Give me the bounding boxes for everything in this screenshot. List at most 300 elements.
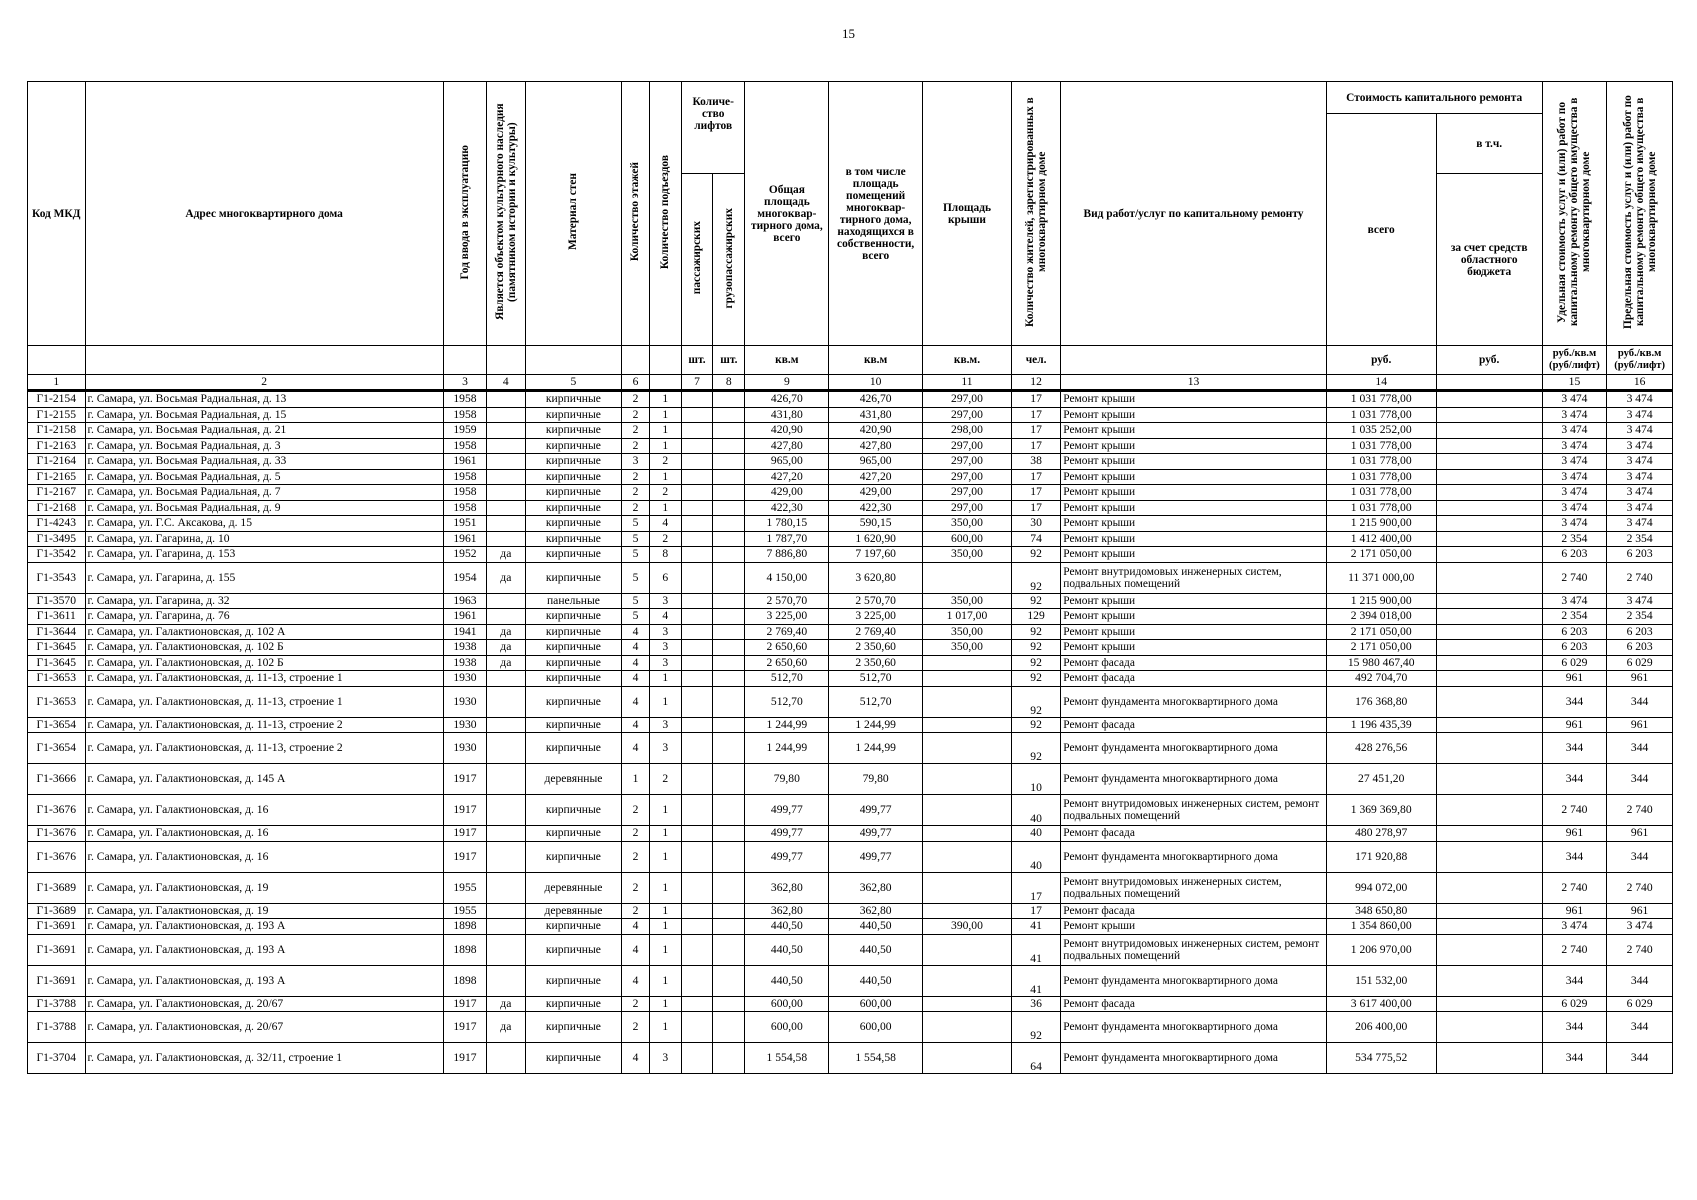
cell-entrances: 1 [649,671,681,687]
cell-unit-cost: 344 [1542,733,1607,764]
cell-max-cost: 344 [1607,764,1673,795]
cell-code: Г1-3676 [28,841,86,872]
cell-heritage: да [487,655,525,671]
cell-address: г. Самара, ул. Галактионовская, д. 193 А [85,965,443,996]
cell-address: г. Самара, ул. Восьмая Радиальная, д. 9 [85,500,443,516]
cell-max-cost: 3 474 [1607,485,1673,501]
cell-lifts-cargo [713,469,745,485]
cell-work-type: Ремонт крыши [1061,485,1326,501]
cell-entrances: 2 [649,531,681,547]
cell-lifts-passenger [681,500,712,516]
cell-max-cost: 961 [1607,717,1673,733]
cell-residents: 74 [1011,531,1060,547]
cell-address: г. Самара, ул. Галактионовская, д. 193 А [85,934,443,965]
cell-cost-regional [1436,593,1542,609]
cell-lifts-cargo [713,531,745,547]
cell-cost-total: 2 394 018,00 [1326,609,1436,625]
cell-entrances: 4 [649,609,681,625]
cell-code: Г1-3653 [28,671,86,687]
cell-roof-area: 1 017,00 [923,609,1012,625]
cell-lifts-cargo [713,826,745,842]
cell-entrances: 1 [649,996,681,1012]
cell-cost-regional [1436,733,1542,764]
cell-code: Г1-2168 [28,500,86,516]
cell-work-type: Ремонт фасада [1061,996,1326,1012]
column-number: 4 [487,375,525,391]
cell-max-cost: 6 029 [1607,655,1673,671]
cell-residents: 92 [1011,547,1060,563]
cell-floors: 2 [622,407,649,423]
cell-residents: 92 [1011,1012,1060,1043]
cell-lifts-cargo [713,391,745,408]
cell-material: кирпичные [525,826,622,842]
cell-year: 1951 [443,516,486,532]
cell-year: 1930 [443,733,486,764]
table-row [28,407,1673,423]
cell-area-total: 440,50 [745,934,829,965]
table-row [28,438,1673,454]
cell-heritage [487,686,525,717]
table-row [28,531,1673,547]
cell-entrances: 1 [649,1012,681,1043]
cell-entrances: 2 [649,764,681,795]
cell-unit-cost: 3 474 [1542,423,1607,439]
cell-area-owned: 965,00 [829,454,923,470]
cell-floors: 4 [622,671,649,687]
cell-area-total: 431,80 [745,407,829,423]
cell-max-cost: 344 [1607,1043,1673,1074]
cell-residents: 92 [1011,593,1060,609]
cell-unit-cost: 3 474 [1542,593,1607,609]
cell-floors: 5 [622,609,649,625]
cell-cost-total: 1 215 900,00 [1326,593,1436,609]
cell-address: г. Самара, ул. Восьмая Радиальная, д. 15 [85,407,443,423]
cell-area-owned: 600,00 [829,996,923,1012]
cell-residents: 41 [1011,919,1060,935]
cell-floors: 4 [622,919,649,935]
cell-roof-area [923,872,1012,903]
cell-work-type: Ремонт крыши [1061,531,1326,547]
column-number: 16 [1607,375,1673,391]
table-row [28,391,1673,408]
header-cost-regional: за счет средств областного бюджета [1436,174,1542,346]
cell-cost-regional [1436,391,1542,408]
header-area-total: Общая площадь многоквар-тирного дома, всего [745,82,829,346]
cell-address: г. Самара, ул. Восьмая Радиальная, д. 21 [85,423,443,439]
cell-area-total: 1 554,58 [745,1043,829,1074]
cell-lifts-cargo [713,438,745,454]
cell-heritage [487,841,525,872]
cell-area-total: 1 244,99 [745,733,829,764]
cell-lifts-passenger [681,872,712,903]
cell-heritage: да [487,1012,525,1043]
cell-material: кирпичные [525,624,622,640]
cell-work-type: Ремонт внутридомовых инженерных систем, подвальных помещений [1061,872,1326,903]
cell-address: г. Самара, ул. Галактионовская, д. 11-13, строение 1 [85,671,443,687]
cell-area-owned: 427,80 [829,438,923,454]
cell-material: деревянные [525,764,622,795]
cell-lifts-cargo [713,686,745,717]
cell-code: Г1-3666 [28,764,86,795]
cell-lifts-passenger [681,609,712,625]
cell-year: 1917 [443,764,486,795]
cell-lifts-passenger [681,516,712,532]
table-row [28,593,1673,609]
header-address: Адрес многоквартирного дома [85,82,443,346]
cell-unit-cost: 6 029 [1542,655,1607,671]
cell-roof-area [923,717,1012,733]
header-area-owned: в том числе площадь помещений многоквар-тирного дома, находящихся в собственности, всего [829,82,923,346]
cell-work-type: Ремонт фасада [1061,903,1326,919]
cell-material: деревянные [525,903,622,919]
cell-unit-cost: 3 474 [1542,469,1607,485]
cell-material: панельные [525,593,622,609]
cell-work-type: Ремонт фундамента многоквартирного дома [1061,733,1326,764]
cell-cost-regional [1436,407,1542,423]
cell-unit-cost: 3 474 [1542,919,1607,935]
cell-entrances: 3 [649,655,681,671]
cell-cost-regional [1436,609,1542,625]
cell-residents: 17 [1011,407,1060,423]
cell-lifts-cargo [713,593,745,609]
cell-heritage: да [487,996,525,1012]
cell-heritage [487,438,525,454]
cell-max-cost: 3 474 [1607,438,1673,454]
cell-material: кирпичные [525,423,622,439]
cell-residents: 17 [1011,469,1060,485]
cell-roof-area [923,562,1012,593]
cell-heritage [487,454,525,470]
cell-material: кирпичные [525,469,622,485]
cell-code: Г1-3542 [28,547,86,563]
cell-heritage [487,391,525,408]
cell-year: 1938 [443,640,486,656]
cell-entrances: 4 [649,516,681,532]
column-number: 5 [525,375,622,391]
cell-cost-total: 206 400,00 [1326,1012,1436,1043]
cell-residents: 10 [1011,764,1060,795]
cell-unit-cost: 3 474 [1542,500,1607,516]
cell-area-owned: 440,50 [829,934,923,965]
cell-lifts-passenger [681,469,712,485]
cell-address: г. Самара, ул. Восьмая Радиальная, д. 5 [85,469,443,485]
cell-lifts-cargo [713,454,745,470]
cell-work-type: Ремонт крыши [1061,624,1326,640]
cell-material: кирпичные [525,996,622,1012]
cell-work-type: Ремонт крыши [1061,593,1326,609]
cell-unit-cost: 961 [1542,671,1607,687]
table-row [28,640,1673,656]
cell-floors: 5 [622,593,649,609]
cell-year: 1958 [443,391,486,408]
cell-cost-total: 11 371 000,00 [1326,562,1436,593]
cell-heritage [487,423,525,439]
cell-year: 1955 [443,872,486,903]
cell-roof-area: 297,00 [923,407,1012,423]
cell-cost-regional [1436,1043,1542,1074]
cell-year: 1917 [443,795,486,826]
cell-floors: 4 [622,934,649,965]
cell-year: 1898 [443,934,486,965]
header-roof: Площадь крыши [923,82,1012,346]
cell-area-total: 499,77 [745,841,829,872]
cell-cost-total: 428 276,56 [1326,733,1436,764]
cell-max-cost: 344 [1607,686,1673,717]
cell-lifts-cargo [713,965,745,996]
cell-lifts-passenger [681,1043,712,1074]
cell-material: кирпичные [525,500,622,516]
cell-floors: 4 [622,624,649,640]
cell-area-owned: 1 244,99 [829,717,923,733]
cell-address: г. Самара, ул. Г.С. Аксакова, д. 15 [85,516,443,532]
cell-heritage [487,500,525,516]
cell-roof-area: 298,00 [923,423,1012,439]
cell-roof-area: 350,00 [923,593,1012,609]
cell-material: кирпичные [525,547,622,563]
cell-cost-total: 994 072,00 [1326,872,1436,903]
cell-floors: 2 [622,391,649,408]
cell-address: г. Самара, ул. Галактионовская, д. 19 [85,903,443,919]
cell-entrances: 2 [649,485,681,501]
cell-lifts-passenger [681,919,712,935]
cell-residents: 40 [1011,841,1060,872]
cell-area-owned: 499,77 [829,826,923,842]
cell-area-owned: 3 620,80 [829,562,923,593]
cell-area-owned: 79,80 [829,764,923,795]
cell-work-type: Ремонт фундамента многоквартирного дома [1061,1043,1326,1074]
cell-entrances: 6 [649,562,681,593]
cell-area-total: 600,00 [745,1012,829,1043]
cell-heritage [487,872,525,903]
cell-area-total: 1 780,15 [745,516,829,532]
cell-area-total: 512,70 [745,686,829,717]
cell-area-owned: 1 244,99 [829,733,923,764]
cell-max-cost: 3 474 [1607,454,1673,470]
cell-max-cost: 344 [1607,733,1673,764]
cell-residents: 17 [1011,903,1060,919]
cell-address: г. Самара, ул. Гагарина, д. 76 [85,609,443,625]
column-number: 11 [923,375,1012,391]
cell-lifts-cargo [713,717,745,733]
column-number: 8 [713,375,745,391]
cell-cost-regional [1436,562,1542,593]
cell-material: кирпичные [525,686,622,717]
cell-unit-cost: 2 740 [1542,795,1607,826]
cell-unit-cost: 2 354 [1542,531,1607,547]
cell-code: Г1-3570 [28,593,86,609]
cell-roof-area [923,996,1012,1012]
cell-work-type: Ремонт фундамента многоквартирного дома [1061,841,1326,872]
cell-code: Г1-2164 [28,454,86,470]
cell-cost-total: 2 171 050,00 [1326,547,1436,563]
column-numbers-row [28,375,1673,391]
cell-residents: 17 [1011,438,1060,454]
cell-code: Г1-2165 [28,469,86,485]
cell-lifts-cargo [713,841,745,872]
cell-heritage: да [487,640,525,656]
header-entrances: Количество подъездов [649,82,681,346]
cell-area-total: 600,00 [745,996,829,1012]
cell-code: Г1-2155 [28,407,86,423]
cell-address: г. Самара, ул. Гагарина, д. 155 [85,562,443,593]
cell-roof-area [923,671,1012,687]
cell-area-owned: 1 620,90 [829,531,923,547]
table-row [28,609,1673,625]
cell-roof-area: 350,00 [923,516,1012,532]
cell-max-cost: 3 474 [1607,391,1673,408]
cell-address: г. Самара, ул. Галактионовская, д. 16 [85,795,443,826]
table-row [28,671,1673,687]
cell-floors: 2 [622,841,649,872]
cell-heritage [487,407,525,423]
cell-work-type: Ремонт крыши [1061,454,1326,470]
cell-cost-regional [1436,919,1542,935]
cell-code: Г1-3653 [28,686,86,717]
cell-cost-regional [1436,996,1542,1012]
cell-material: кирпичные [525,391,622,408]
cell-residents: 92 [1011,655,1060,671]
cell-residents: 30 [1011,516,1060,532]
cell-roof-area: 350,00 [923,547,1012,563]
column-number: 3 [443,375,486,391]
cell-code: Г1-3689 [28,872,86,903]
cell-lifts-cargo [713,1012,745,1043]
cell-unit-cost: 344 [1542,686,1607,717]
cell-year: 1941 [443,624,486,640]
cell-floors: 4 [622,965,649,996]
cell-area-owned: 512,70 [829,671,923,687]
column-number: 10 [829,375,923,391]
cell-area-owned: 426,70 [829,391,923,408]
cell-year: 1898 [443,965,486,996]
header-heritage: Является объектом культурного наследия (памятником истории и культуры) [487,82,525,346]
cell-unit-cost: 344 [1542,1043,1607,1074]
cell-material: кирпичные [525,485,622,501]
cell-max-cost: 344 [1607,1012,1673,1043]
header-unit-cost: Удельная стоимость услуг и (или) работ по капитальному ремонту общего имущества в многоквартирном доме [1542,82,1607,346]
cell-entrances: 1 [649,826,681,842]
header-max-cost: Предельная стоимость услуг и (или) работ по капитальному ремонту общего имущества в многоквартирном доме [1607,82,1673,346]
cell-lifts-passenger [681,454,712,470]
header-floors: Количество этажей [622,82,649,346]
cell-code: Г1-2158 [28,423,86,439]
cell-max-cost: 2 740 [1607,795,1673,826]
cell-year: 1961 [443,454,486,470]
cell-roof-area [923,764,1012,795]
cell-unit-cost: 3 474 [1542,516,1607,532]
cell-floors: 2 [622,423,649,439]
cell-address: г. Самара, ул. Галактионовская, д. 11-13, строение 2 [85,733,443,764]
cell-material: кирпичные [525,407,622,423]
cell-area-total: 2 769,40 [745,624,829,640]
cell-cost-total: 1 031 778,00 [1326,391,1436,408]
cell-code: Г1-2163 [28,438,86,454]
cell-code: Г1-4243 [28,516,86,532]
cell-entrances: 1 [649,438,681,454]
cell-floors: 4 [622,733,649,764]
cell-work-type: Ремонт фасада [1061,655,1326,671]
cell-material: кирпичные [525,562,622,593]
cell-cost-total: 27 451,20 [1326,764,1436,795]
cell-entrances: 1 [649,965,681,996]
cell-lifts-passenger [681,562,712,593]
cell-lifts-passenger [681,423,712,439]
cell-entrances: 1 [649,407,681,423]
cell-cost-total: 2 171 050,00 [1326,640,1436,656]
cell-lifts-cargo [713,919,745,935]
cell-area-owned: 2 570,70 [829,593,923,609]
column-number: 2 [85,375,443,391]
cell-max-cost: 3 474 [1607,469,1673,485]
cell-residents: 92 [1011,717,1060,733]
table-row [28,485,1673,501]
cell-year: 1917 [443,841,486,872]
cell-area-total: 427,80 [745,438,829,454]
cell-lifts-passenger [681,841,712,872]
header-cost: Стоимость капитального ремонта [1326,82,1542,114]
cell-material: кирпичные [525,934,622,965]
cell-code: Г1-2167 [28,485,86,501]
cell-entrances: 1 [649,872,681,903]
cell-unit-cost: 2 740 [1542,872,1607,903]
cell-max-cost: 961 [1607,903,1673,919]
cell-work-type: Ремонт фундамента многоквартирного дома [1061,965,1326,996]
cell-address: г. Самара, ул. Галактионовская, д. 102 А [85,624,443,640]
cell-code: Г1-3645 [28,655,86,671]
cell-area-total: 2 570,70 [745,593,829,609]
cell-unit-cost: 6 203 [1542,640,1607,656]
cell-address: г. Самара, ул. Галактионовская, д. 11-13, строение 1 [85,686,443,717]
cell-floors: 2 [622,795,649,826]
cell-material: кирпичные [525,919,622,935]
table-row [28,423,1673,439]
cell-cost-total: 1 031 778,00 [1326,485,1436,501]
cell-cost-regional [1436,1012,1542,1043]
units-row: шт. шт. кв.м кв.м кв.м. чел. руб. руб. руб./кв.м (руб/лифт) руб./кв.м (руб/лифт) [28,346,1673,375]
cell-work-type: Ремонт крыши [1061,423,1326,439]
cell-area-total: 2 650,60 [745,655,829,671]
cell-residents: 92 [1011,562,1060,593]
cell-floors: 4 [622,1043,649,1074]
cell-roof-area: 600,00 [923,531,1012,547]
cell-roof-area [923,655,1012,671]
cell-roof-area [923,965,1012,996]
cell-work-type: Ремонт фасада [1061,826,1326,842]
cell-lifts-cargo [713,407,745,423]
header-cost-incl: в т.ч. [1436,114,1542,174]
cell-residents: 40 [1011,826,1060,842]
cell-floors: 5 [622,547,649,563]
cell-entrances: 1 [649,391,681,408]
cell-area-owned: 422,30 [829,500,923,516]
cell-max-cost: 344 [1607,841,1673,872]
column-number [1436,375,1542,391]
cell-heritage [487,671,525,687]
cell-max-cost: 3 474 [1607,919,1673,935]
cell-year: 1954 [443,562,486,593]
cell-work-type: Ремонт крыши [1061,919,1326,935]
cell-max-cost: 2 354 [1607,531,1673,547]
cell-work-type: Ремонт фасада [1061,717,1326,733]
cell-cost-regional [1436,717,1542,733]
cell-lifts-passenger [681,655,712,671]
cell-unit-cost: 6 203 [1542,624,1607,640]
cell-material: кирпичные [525,717,622,733]
cell-area-owned: 3 225,00 [829,609,923,625]
cell-unit-cost: 2 354 [1542,609,1607,625]
cell-entrances: 1 [649,469,681,485]
cell-unit-cost: 344 [1542,1012,1607,1043]
